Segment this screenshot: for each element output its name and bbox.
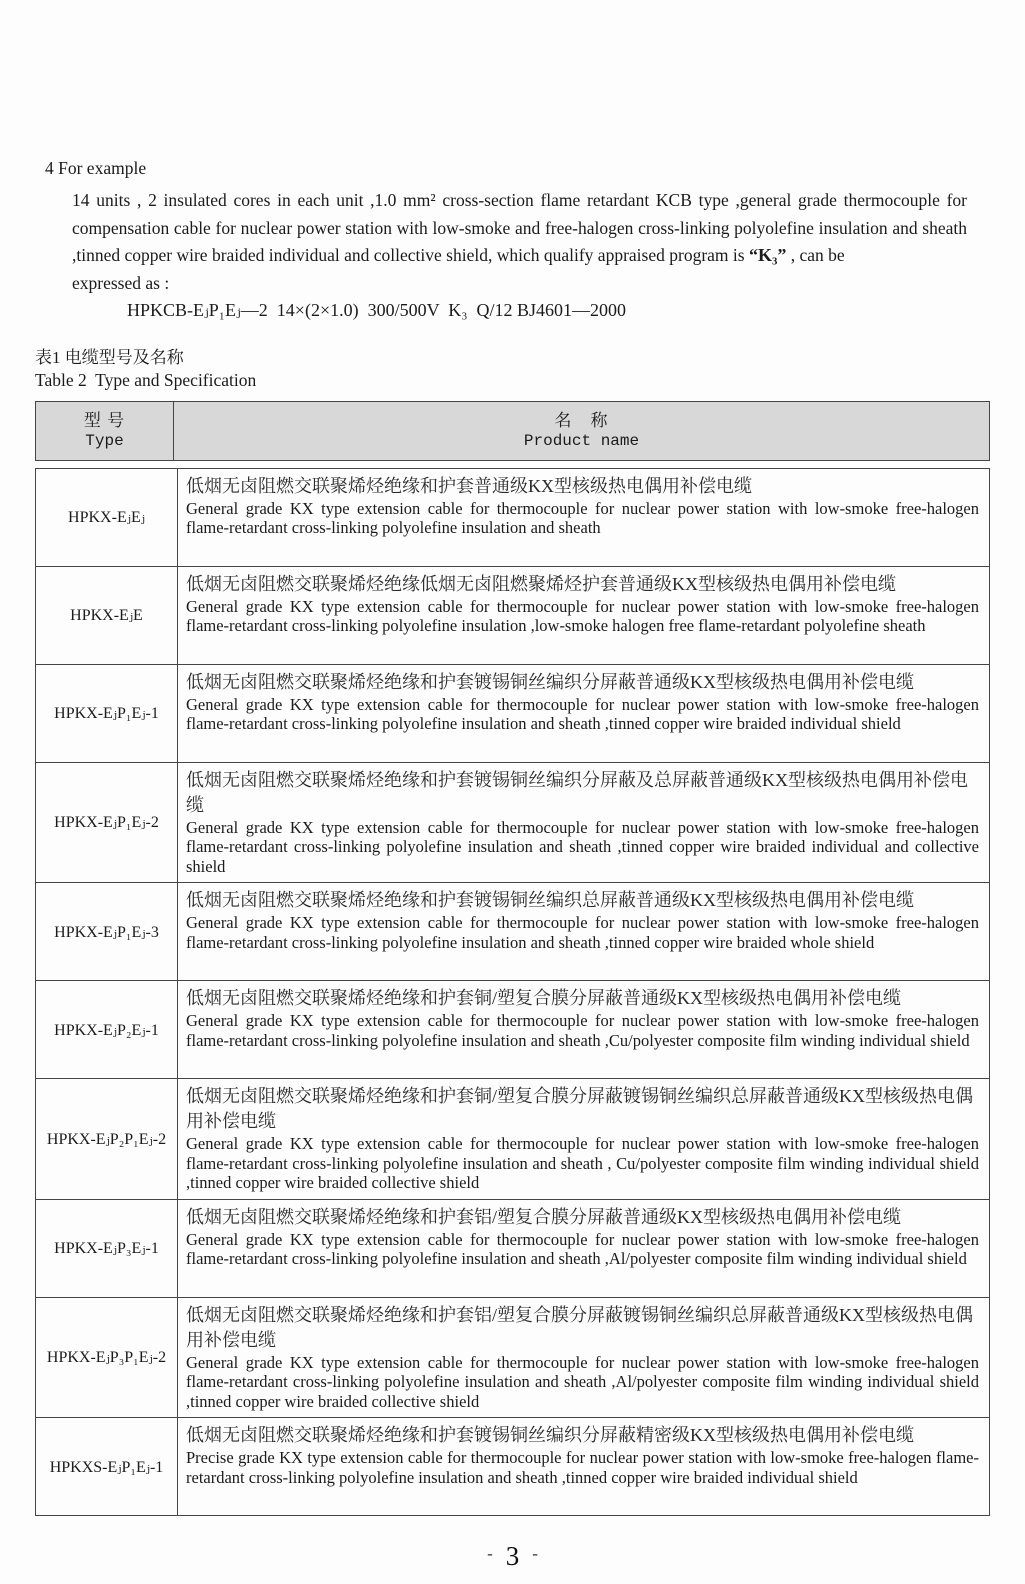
product-name-cell: [178, 981, 990, 1079]
section-heading: 4 For example: [45, 158, 147, 178]
product-name-chinese: 低烟无卤阻燃交联聚烯烃绝缘和护套镀锡铜丝编织分屏蔽普通级KX型核级热电偶用补偿电缆: [186, 671, 914, 692]
cable-type-code: HPKX-EⱼP₁Eⱼ-1: [36, 664, 178, 762]
product-name-header-chinese: 名 称: [554, 411, 609, 430]
table-row: [36, 566, 990, 664]
table-row: [36, 883, 990, 981]
spec-table-rows: [36, 468, 990, 1516]
type-column-header: [36, 401, 174, 460]
table-row: [36, 1297, 990, 1418]
product-name-cell: [178, 664, 990, 762]
page-number: [0, 1541, 1025, 1572]
example-paragraph: [72, 187, 967, 270]
product-name-chinese: 低烟无卤阻燃交联聚烯烃绝缘和护套铜/塑复合膜分屏蔽镀锡铜丝编织总屏蔽普通级KX型核级热电偶用补偿电缆: [186, 1086, 973, 1131]
product-name-english: General grade KX type extension cable for thermocouple for nuclear power station with low-smoke free-halogen flame-retardant cross-linking polyolefine insulation and sheath , Cu/polyester composite film winding individual shield ,tinned copper wire braided collective shield: [186, 1134, 979, 1192]
product-name-cell: [178, 883, 990, 981]
cable-type-code: HPKX-EⱼP₂Eⱼ-1: [36, 981, 178, 1079]
product-name-cell: [178, 762, 990, 883]
cable-type-code: HPKX-EⱼP₃Eⱼ-1: [36, 1199, 178, 1297]
cable-type-code: HPKXS-EⱼP₁Eⱼ-1: [36, 1418, 178, 1516]
product-name-cell: [178, 1199, 990, 1297]
product-name-english: General grade KX type extension cable for thermocouple for nuclear power station with low-smoke free-halogen flame-retardant cross-linking polyolefine insulation ,low-smoke halogen free flame-retardant polyolefine sheath: [186, 596, 979, 635]
product-name-english: General grade KX type extension cable for thermocouple for nuclear power station with low-smoke free-halogen flame-retardant cross-linking polyolefine insulation and sheath: [186, 498, 979, 537]
cable-type-code: HPKX-EⱼP₁Eⱼ-3: [36, 883, 178, 981]
spec-table-header-row: [36, 401, 990, 460]
product-name-english: General grade KX type extension cable for thermocouple for nuclear power station with low-smoke free-halogen flame-retardant cross-linking polyolefine insulation and sheath ,Al/polyester composite film winding individual shield ,tinned copper wire braided collective shield: [186, 1352, 979, 1411]
cable-designation-formula: HPKCB-EⱼP₁Eⱼ—2 14×(2×1.0) 300/500V K₃ Q/12 BJ4601—2000: [127, 300, 627, 320]
product-name-english: General grade KX type extension cable for thermocouple for nuclear power station with low-smoke free-halogen flame-retardant cross-linking polyolefine insulation and sheath ,tinned copper wire braided individual shield: [186, 694, 979, 733]
product-name-chinese: 低烟无卤阻燃交联聚烯烃绝缘和护套铜/塑复合膜分屏蔽普通级KX型核级热电偶用补偿电缆: [186, 988, 901, 1008]
product-name-header-english: Product name: [523, 432, 640, 450]
table-row: [36, 981, 990, 1079]
cable-type-code: HPKX-EⱼE: [36, 566, 178, 664]
table-row: [36, 468, 990, 566]
cable-type-code: HPKX-EⱼP₃P₁Eⱼ-2: [36, 1297, 178, 1418]
product-name-english: Precise grade KX type extension cable for thermocouple for nuclear power station with low-smoke free-halogen flame-retardant cross-linking polyolefine insulation and sheath ,tinned copper wire braided individual shield: [186, 1448, 979, 1487]
page-number-dash-left: -: [487, 1544, 493, 1563]
spec-table-body: [35, 468, 990, 1517]
product-name-chinese: 低烟无卤阻燃交联聚烯烃绝缘低烟无卤阻燃聚烯烃护套普通级KX型核级热电偶用补偿电缆: [186, 573, 896, 594]
k3-program-designation: “K₃”: [748, 245, 787, 265]
product-name-english: General grade KX type extension cable for thermocouple for nuclear power station with low-smoke free-halogen flame-retardant cross-linking polyolefine insulation and sheath ,Al/polyester composite film winding individual shield: [186, 1229, 979, 1268]
example-text-before-k3: 14 units , 2 insulated cores in each unit ,1.0 mm² cross-section flame retardant KCB type ,general grade thermocouple for compensation cable for nuclear power station with low-smoke and free-halogen cross-linking polyolefine insulation and sheath ,tinned copper wire braided individual and collective shield, which qualify appraised program is: [72, 190, 967, 265]
expressed-as-label: expressed as :: [72, 272, 170, 293]
cable-type-code: HPKX-EⱼP₁Eⱼ-2: [36, 762, 178, 883]
product-name-chinese: 低烟无卤阻燃交联聚烯烃绝缘和护套镀锡铜丝编织分屏蔽及总屏蔽普通级KX型核级热电偶用补偿电缆: [186, 769, 968, 815]
table-captions: [35, 347, 1025, 392]
product-name-cell: [178, 1079, 990, 1200]
product-name-english: General grade KX type extension cable for thermocouple for nuclear power station with low-smoke free-halogen flame-retardant cross-linking polyolefine insulation and sheath ,Cu/polyester composite film winding individual shield: [186, 1011, 979, 1050]
table-row: [36, 1199, 990, 1297]
cable-type-code: HPKX-EⱼEⱼ: [36, 468, 178, 566]
table-row: [36, 1418, 990, 1516]
table-row: [36, 664, 990, 762]
product-name-chinese: 低烟无卤阻燃交联聚烯烃绝缘和护套铝/塑复合膜分屏蔽镀锡铜丝编织总屏蔽普通级KX型核级热电偶用补偿电缆: [186, 1304, 973, 1350]
cable-type-code: HPKX-EⱼP₂P₁Eⱼ-2: [36, 1079, 178, 1200]
page-number-value: 3: [505, 1541, 520, 1571]
type-header-english: Type: [85, 432, 124, 450]
page-number-dash-right: -: [532, 1544, 538, 1563]
table-row: [36, 1079, 990, 1200]
table-row: [36, 762, 990, 883]
product-name-cell: [178, 1297, 990, 1418]
table-caption-english: Table 2 Type and Specification: [35, 369, 257, 390]
product-name-cell: [178, 1418, 990, 1516]
product-name-chinese: 低烟无卤阻燃交联聚烯烃绝缘和护套镀锡铜丝编织总屏蔽普通级KX型核级热电偶用补偿电缆: [186, 890, 914, 910]
product-name-chinese: 低烟无卤阻燃交联聚烯烃绝缘和护套普通级KX型核级热电偶用补偿电缆: [186, 475, 752, 496]
example-text-after-k3: , can be: [786, 245, 845, 265]
type-header-chinese: 型 号: [83, 411, 126, 430]
product-name-english: General grade KX type extension cable for thermocouple for nuclear power station with low-smoke free-halogen flame-retardant cross-linking polyolefine insulation and sheath ,tinned copper wire braided individual and collective shield: [186, 817, 979, 876]
product-name-english: General grade KX type extension cable for thermocouple for nuclear power station with low-smoke free-halogen flame-retardant cross-linking polyolefine insulation and sheath ,tinned copper wire braided whole shield: [186, 913, 979, 952]
table-caption-chinese: 表1 电缆型号及名称: [35, 347, 184, 367]
product-name-chinese: 低烟无卤阻燃交联聚烯烃绝缘和护套镀锡铜丝编织分屏蔽精密级KX型核级热电偶用补偿电缆: [186, 1425, 914, 1445]
product-name-column-header: [174, 401, 990, 460]
spec-table-header: [35, 401, 990, 461]
product-name-chinese: 低烟无卤阻燃交联聚烯烃绝缘和护套铝/塑复合膜分屏蔽普通级KX型核级热电偶用补偿电缆: [186, 1206, 901, 1227]
product-name-cell: [178, 566, 990, 664]
product-name-cell: [178, 468, 990, 566]
